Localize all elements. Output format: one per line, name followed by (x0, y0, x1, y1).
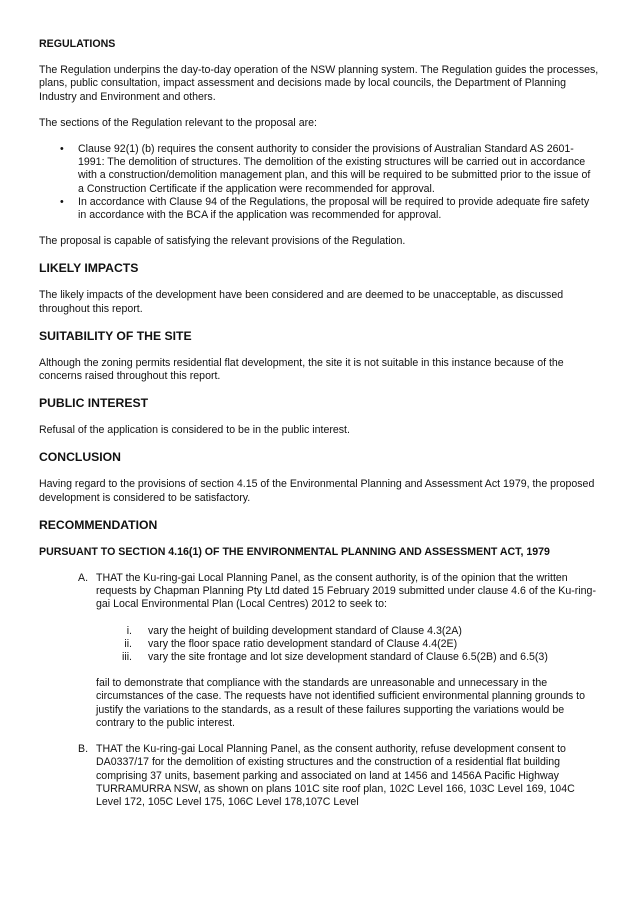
conclusion-heading: CONCLUSION (39, 450, 121, 465)
sublist-item (96, 651, 599, 664)
bullet-icon: • (60, 195, 64, 208)
document-page (39, 38, 599, 822)
recommendation-heading: RECOMMENDATION (39, 517, 158, 532)
item-marker: B. (78, 743, 89, 756)
item-a-sublist (96, 625, 599, 665)
sublist-marker: iii. (121, 651, 132, 664)
likely-impacts-paragraph: The likely impacts of the development have been considered and are deemed to be unacceptable, as discussed throughout this report. (39, 289, 564, 315)
sublist-marker: i. (126, 624, 132, 637)
recommendation-list (39, 572, 599, 809)
sublist-item (96, 625, 599, 638)
sublist-item (96, 638, 599, 651)
sublist-text: vary the site frontage and lot size development standard of Clause 6.5(2B) and 6.5(3) (148, 651, 548, 664)
regulations-heading: REGULATIONS (39, 38, 116, 50)
sublist-marker: ii. (124, 637, 132, 650)
bullet-icon: • (60, 143, 64, 156)
regulations-bullet-item (39, 143, 599, 196)
bullet-text: In accordance with Clause 94 of the Regulations, the proposal will be required to provide adequate fire safety in accordance with the BCA if the application was recommended for approval. (78, 195, 590, 222)
conclusion-paragraph: Having regard to the provisions of section 4.15 of the Environmental Planning and Assessment Act 1979, the proposed development is considered to be satisfactory. (39, 478, 595, 504)
likely-impacts-heading: LIKELY IMPACTS (39, 261, 139, 276)
item-marker: A. (78, 572, 89, 585)
item-a-closing: fail to demonstrate that compliance with the standards are unreasonable and unnecessary in the circumstances of the case. The requests have not identified sufficient environmental planning grounds to justify the variations to the standards, as a result of these failures supporting the variations would be contrary to the public interest. (96, 677, 585, 729)
bullet-text: Clause 92(1) (b) requires the consent authority to consider the provisions of Australian Standard AS 2601-1991: The demolition of structures. The demolition of the existing structures will be carried out in accordance with a construction/demolition management plan, and this will be required to be submitted prior to the issue of a Construction Certificate if the application were recommended for approval. (78, 143, 591, 195)
regulations-paragraph-3: The proposal is capable of satisfying the relevant provisions of the Regulation. (39, 235, 406, 248)
regulations-bullet-item (39, 196, 599, 222)
regulations-bullet-list (39, 143, 599, 222)
recommendation-item-b (39, 743, 599, 809)
item-b-text: THAT the Ku-ring-gai Local Planning Panel, as the consent authority, refuse development consent to DA0337/17 for the demolition of existing structures and the construction of a residential flat building comprising 37 units, basement parking and associated on land at 1456 and 1456A Pacific Highway TURRAMURRA NSW, as shown on plans 101C site roof plan, 102C Level 166, 103C Level 169, 104C Level 172, 105C Level 175, 106C Level 178,107C Level (96, 743, 575, 808)
sublist-text: vary the floor space ratio development standard of Clause 4.4(2E) (148, 637, 458, 650)
item-a-intro: THAT the Ku-ring-gai Local Planning Panel, as the consent authority, is of the opinion that the written requests by Chapman Planning Pty Ltd dated 15 February 2019 submitted under clause 4.6 of the Ku-ring-gai Local Environmental Plan (Local Centres) 2012 to seek to: (96, 572, 596, 611)
public-interest-paragraph: Refusal of the application is considered to be in the public interest. (39, 424, 350, 437)
recommendation-subheading: PURSUANT TO SECTION 4.16(1) OF THE ENVIRONMENTAL PLANNING AND ASSESSMENT ACT, 1979 (39, 545, 550, 558)
sublist-text: vary the height of building development standard of Clause 4.3(2A) (148, 624, 462, 637)
recommendation-item-a (39, 572, 599, 730)
public-interest-heading: PUBLIC INTEREST (39, 396, 149, 411)
suitability-paragraph: Although the zoning permits residential flat development, the site it is not suitable in this instance because of the concerns raised throughout this report. (39, 356, 564, 383)
regulations-paragraph-2: The sections of the Regulation relevant to the proposal are: (39, 116, 317, 129)
suitability-heading: SUITABILITY OF THE SITE (39, 328, 192, 343)
regulations-paragraph-1: The Regulation underpins the day-to-day operation of the NSW planning system. The Regulation guides the processes, plans, public consultation, impact assessment and decisions made by local councils, the Department of Planning Industry and Environment and others. (39, 64, 599, 103)
